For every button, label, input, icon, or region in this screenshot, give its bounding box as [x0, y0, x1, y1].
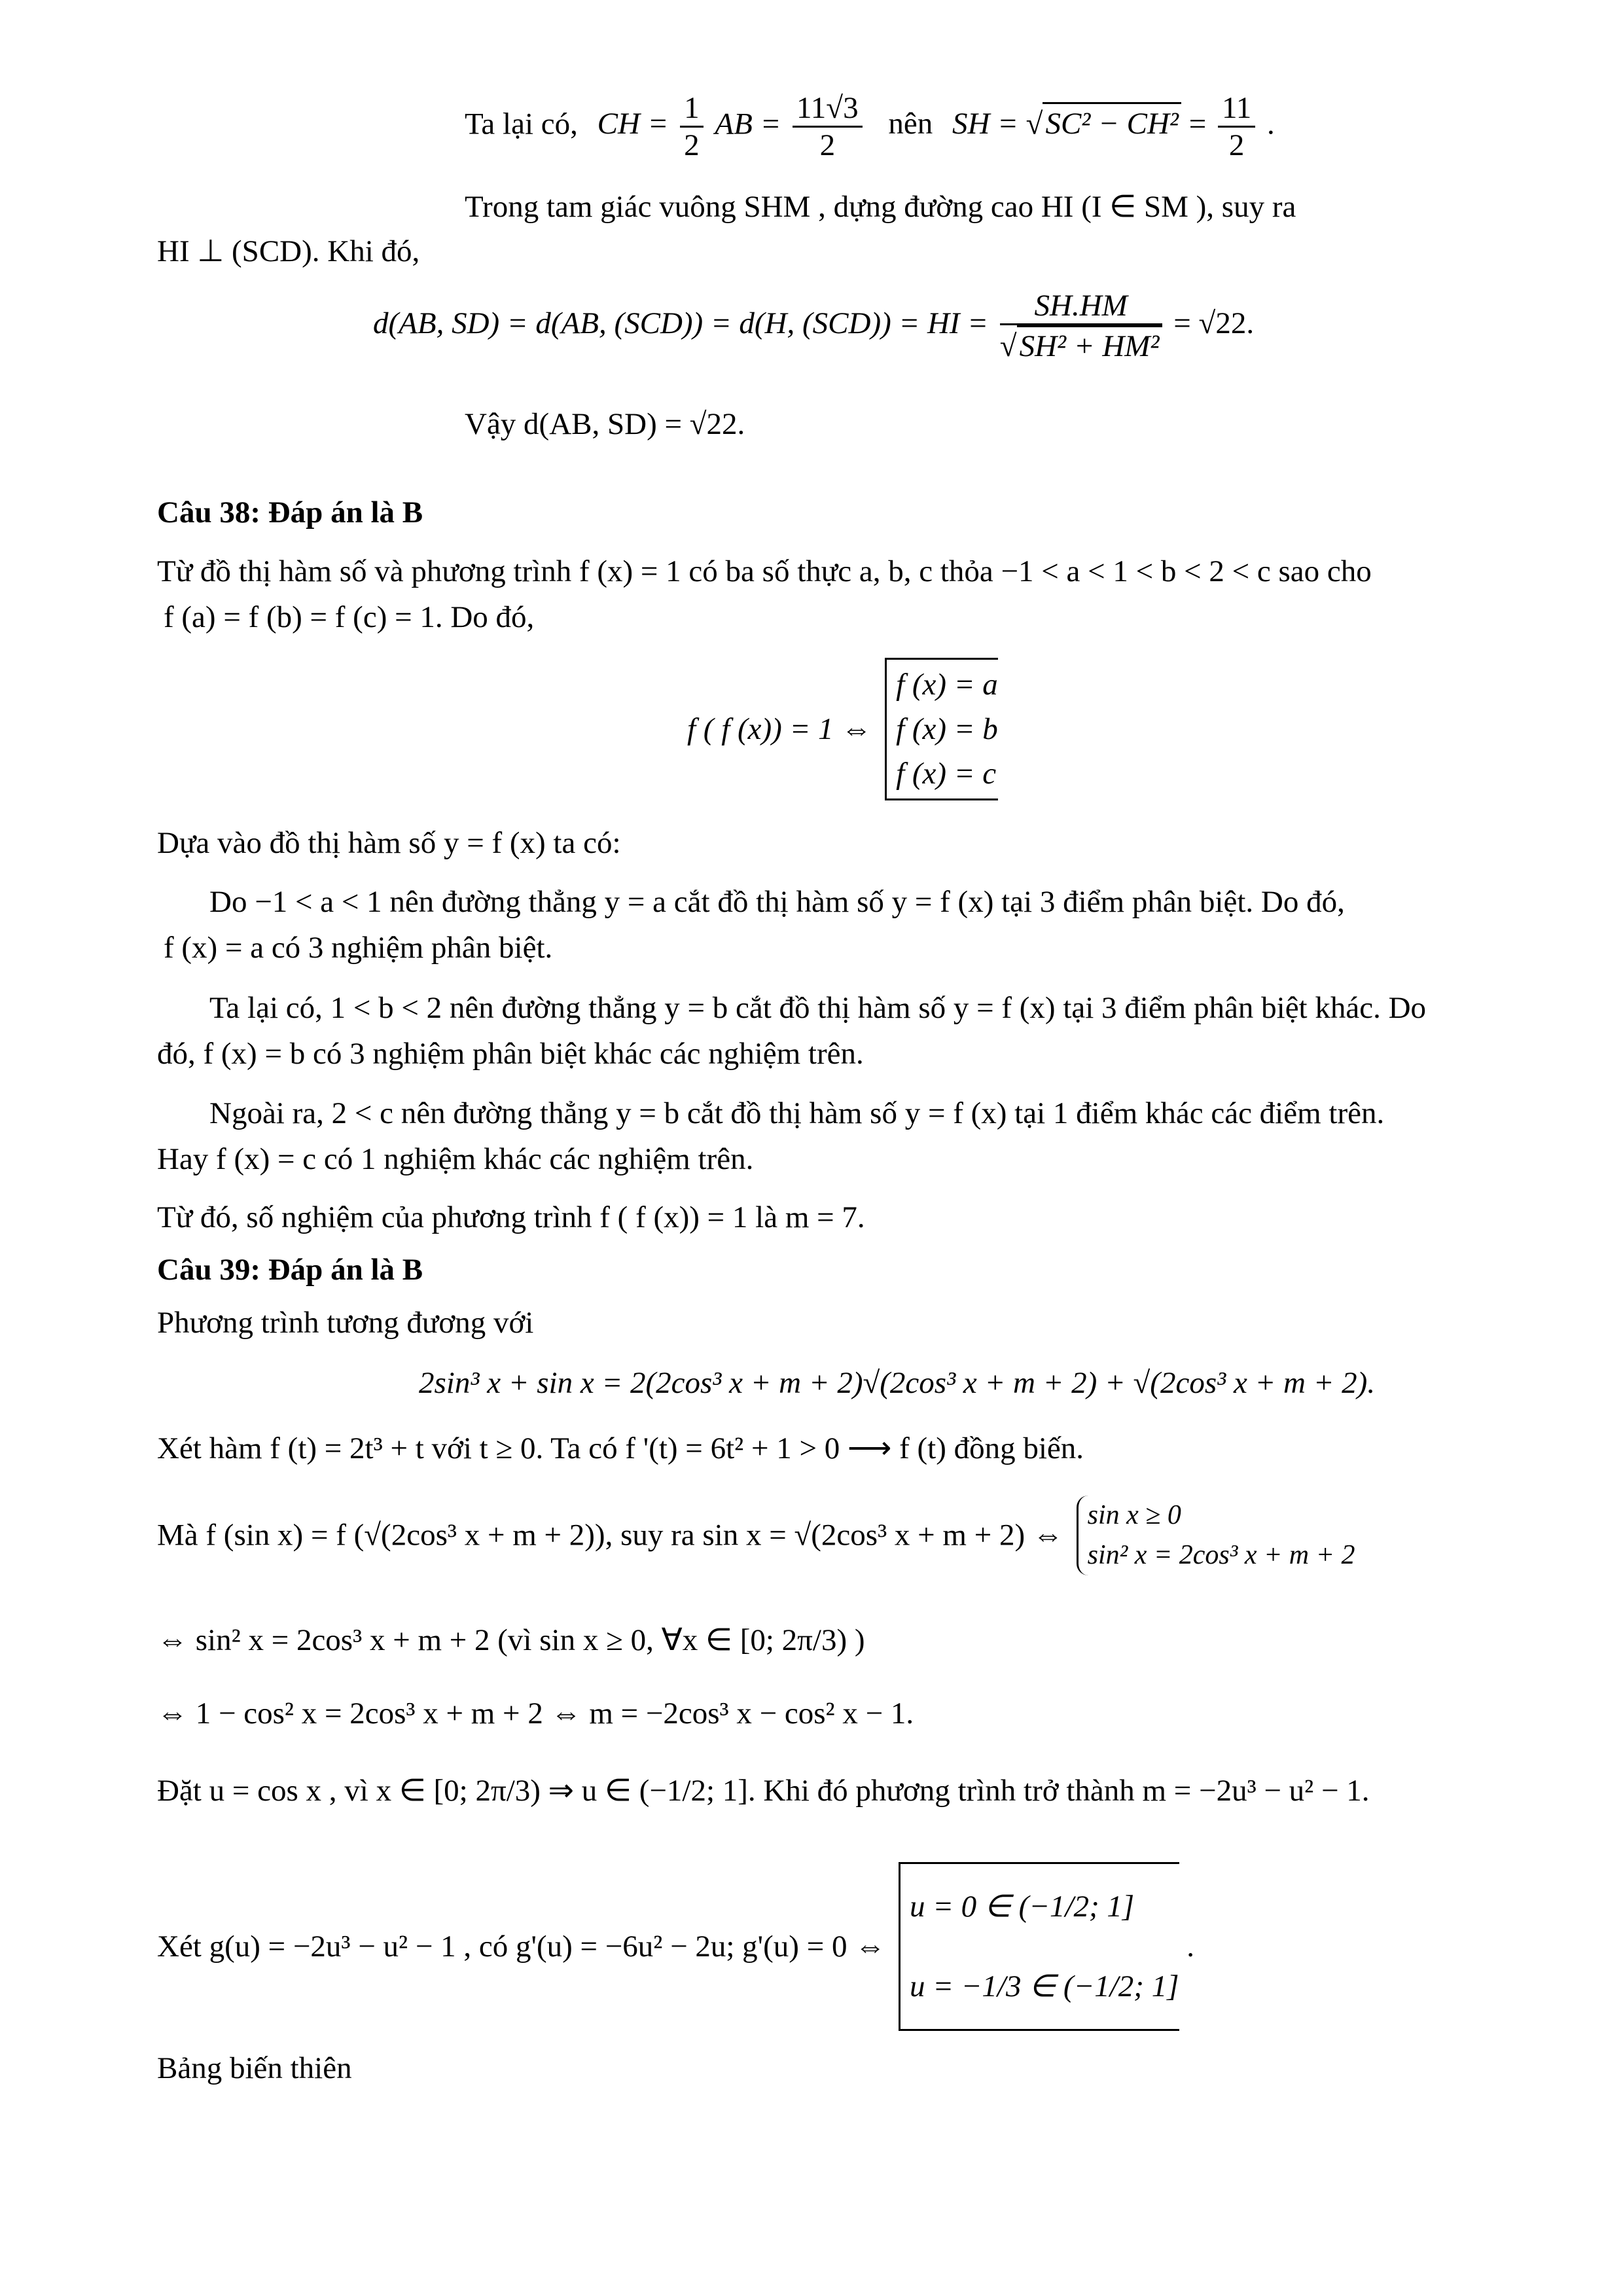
sqrt-content: SH² + HM²	[1017, 325, 1162, 364]
p39-line-2: 2sin³ x + sin x = 2(2cos³ x + m + 2)√(2cos³ x + m + 2) + √(2cos³ x + m + 2).	[419, 1366, 1376, 1400]
p39-line-1: Phương trình tương đương với	[157, 1306, 534, 1340]
system-bracket	[899, 1862, 1179, 2031]
p39-line-8-text: Xét g(u) = −2u³ − u² − 1 , có g'(u) = −6u² − 2u; g'(u) = 0 ⇔	[157, 1929, 886, 1964]
line-2: Trong tam giác vuông SHM , dựng đường cao HI (I ∈ SM ), suy ra	[465, 190, 1296, 224]
p38-line-6: Ta lại có, 1 < b < 2 nên đường thẳng y = b cắt đồ thị hàm số y = f (x) tại 3 điểm phân biệt khác. Do	[209, 991, 1427, 1025]
system-left: f ( f (x)) = 1 ⇔	[687, 712, 872, 747]
sqrt-symbol: √	[1026, 107, 1043, 141]
p39-line-3: Xét hàm f (t) = 2t³ + t với t ≥ 0. Ta có f '(t) = 6t² + 1 > 0 ⟶ f (t) đồng biến.	[157, 1431, 1084, 1465]
p38-line-4: Do −1 < a < 1 nên đường thẳng y = a cắt đồ thị hàm số y = f (x) tại 3 điểm phân biệt. Do đó,	[209, 885, 1345, 919]
p38-line-5: f (x) = a có 3 nghiệm phân biệt.	[164, 931, 553, 965]
frac-den: 2	[684, 128, 700, 163]
equals: =	[1188, 107, 1207, 141]
period: .	[1186, 1929, 1195, 1964]
p38-line-2: f (a) = f (b) = f (c) = 1. Do đó,	[164, 600, 535, 634]
fraction-11-2	[1218, 90, 1255, 163]
p38-line-8: Ngoài ra, 2 < c nên đường thẳng y = b cắt đồ thị hàm số y = f (x) tại 1 điểm khác các điểm trên.	[209, 1096, 1385, 1130]
system-bracket	[885, 658, 998, 800]
heading-q39: Câu 39: Đáp án là B	[157, 1253, 423, 1287]
frac-den: 2	[1228, 128, 1245, 163]
system-row: f (x) = b	[896, 712, 998, 747]
frac-num: 1	[680, 90, 704, 128]
sqrt-content: SC² − CH²	[1043, 102, 1181, 142]
line-5: Vậy d(AB, SD) = √22.	[465, 407, 745, 441]
p38-line-9: Hay f (x) = c có 1 nghiệm khác các nghiệm trên.	[157, 1142, 754, 1176]
p38-line-1: Từ đồ thị hàm số và phương trình f (x) = 1 có ba số thực a, b, c thỏa −1 < a < 1 < b < 2 < c sao cho	[157, 554, 1372, 588]
frac-den: 2	[819, 128, 836, 163]
fraction-hi	[1000, 288, 1162, 364]
period: .	[1267, 107, 1275, 141]
frac-num: 11√3	[793, 90, 863, 128]
expr-ab: AB =	[715, 107, 781, 141]
p38-line-10: Từ đó, số nghiệm của phương trình f ( f (x)) = 1 là m = 7.	[157, 1200, 865, 1234]
text-nen: nên	[888, 107, 933, 141]
p39-line-4-text: Mà f (sin x) = f (√(2cos³ x + m + 2)), suy ra sin x = √(2cos³ x + m + 2) ⇔	[157, 1518, 1063, 1552]
eq-ch-sh	[465, 90, 1275, 163]
system-row: sin² x = 2cos³ x + m + 2	[1087, 1539, 1355, 1570]
line-3: HI ⊥ (SCD). Khi đó,	[157, 234, 420, 268]
p38-line-7: đó, f (x) = b có 3 nghiệm phân biệt khác các nghiệm trên.	[157, 1037, 864, 1071]
system-bracket-curly	[1077, 1496, 1355, 1575]
fraction-11sqrt3	[793, 90, 863, 163]
system-row: u = 0 ∈ (−1/2; 1]	[909, 1890, 1135, 1924]
heading-q38: Câu 38: Đáp án là B	[157, 495, 423, 529]
expr-ch: CH =	[597, 107, 669, 141]
system-row: f (x) = c	[896, 757, 997, 791]
expr-distance: d(AB, SD) = d(AB, (SCD)) = d(H, (SCD)) = HI =	[373, 306, 989, 340]
system-row: u = −1/3 ∈ (−1/2; 1]	[909, 1969, 1179, 2004]
p39-line-5: ⇔ sin² x = 2cos³ x + m + 2 (vì sin x ≥ 0, ∀x ∈ [0; 2π/3) )	[157, 1623, 865, 1657]
system-row: sin x ≥ 0	[1087, 1500, 1181, 1530]
p39-line-9: Bảng biến thiên	[157, 2051, 352, 2085]
frac-num: 11	[1218, 90, 1255, 128]
system-row: f (x) = a	[896, 668, 998, 702]
eq-distance	[373, 288, 1254, 364]
p39-line-4	[157, 1496, 1355, 1575]
p38-line-3: Dựa vào đồ thị hàm số y = f (x) ta có:	[157, 826, 621, 860]
frac-den: √SH² + HM²	[1000, 325, 1162, 364]
system-38	[687, 658, 998, 800]
p39-line-6: ⇔ 1 − cos² x = 2cos³ x + m + 2 ⇔ m = −2cos³ x − cos² x − 1.	[157, 1696, 914, 1731]
p39-line-8	[157, 1862, 1194, 2031]
result: = √22.	[1173, 306, 1255, 340]
p39-line-7: Đặt u = cos x , vì x ∈ [0; 2π/3) ⇒ u ∈ (−1/2; 1]. Khi đó phương trình trở thành m = −2u³ − u² − 1.	[157, 1774, 1370, 1808]
frac-num: SH.HM	[1000, 288, 1162, 325]
fraction-half	[680, 90, 704, 163]
text-prefix: Ta lại có,	[465, 107, 578, 141]
expr-sh: SH =	[952, 107, 1018, 141]
